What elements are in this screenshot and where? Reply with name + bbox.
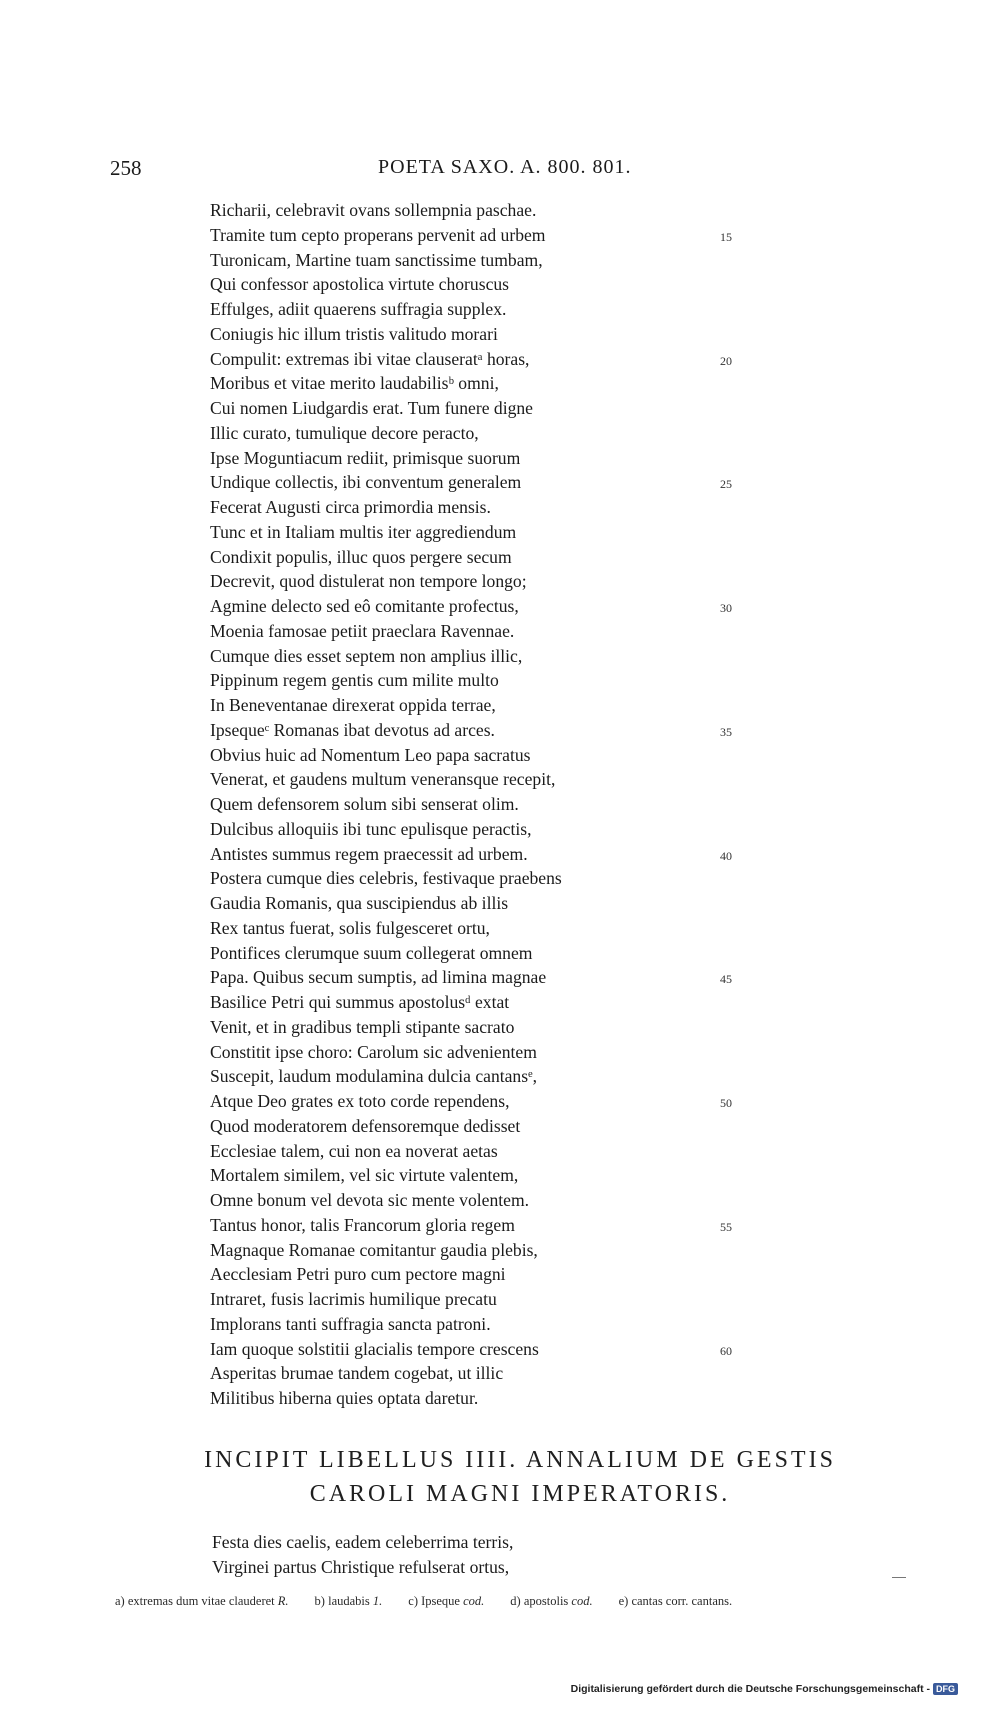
footnote (619, 1594, 733, 1609)
verse-line (210, 1361, 770, 1386)
poem-body (210, 198, 770, 1411)
verse-line (210, 322, 770, 347)
verse-line (210, 248, 770, 273)
footnote (315, 1594, 383, 1609)
footnote-text: apostolis (523, 1594, 569, 1608)
verse-text: Obvius huic ad Nomentum Leo papa sacratus (210, 744, 531, 765)
line-number: 25 (720, 477, 732, 492)
verse-line (210, 347, 770, 372)
dfg-logo: DFG (933, 1683, 958, 1695)
line-number: 40 (720, 848, 732, 863)
verse-line (210, 1163, 770, 1188)
verse-line (210, 842, 770, 867)
verse-text: Mortalem similem, vel sic virtute valentem, (210, 1165, 519, 1186)
verse-text: Cui nomen Liudgardis erat. Tum funere digne (210, 398, 533, 418)
verse-text: Pippinum regem gentis cum milite multo (210, 670, 499, 691)
footnote-label: e) (618, 1594, 629, 1608)
verse-text: Venit, et in gradibus templi stipante sacrato (210, 1016, 515, 1037)
verse-text: Tantus honor, talis Francorum gloria regem (210, 1214, 515, 1235)
footnote-text: cantas corr. cantans. (631, 1594, 733, 1608)
verse-line (212, 1555, 772, 1580)
verse-line (210, 1064, 770, 1089)
verse-text: Pontifices clerumque suum collegerat omnem (210, 942, 533, 963)
verse-line (210, 520, 770, 545)
verse-text: Richarii, celebravit ovans sollempnia paschae. (210, 200, 537, 220)
verse-text: Ecclesiae talem, cui non ea noverat aetas (210, 1140, 498, 1161)
verse-line (210, 1114, 770, 1139)
verse-text: Turonicam, Martine tuam sanctissime tumbam, (210, 249, 543, 270)
line-number: 20 (720, 353, 732, 368)
verse-text: Decrevit, quod distulerat non tempore longo; (210, 571, 527, 592)
margin-mark (892, 1577, 906, 1578)
verse-line (210, 1213, 770, 1238)
verse-line (210, 644, 770, 669)
verse-text: Condixit populis, illuc quos pergere secum (210, 546, 512, 567)
footnote-source: R. (277, 1594, 289, 1608)
verse-line (210, 1386, 770, 1411)
verse-line (210, 619, 770, 644)
verse-text: In Beneventanae direxerat oppida terrae, (210, 695, 496, 715)
verse-line (210, 1040, 770, 1065)
footnote (510, 1594, 592, 1609)
verse-text: Suscepit, laudum modulamina dulcia cantansᵉ, (210, 1066, 537, 1087)
verse-line (210, 421, 770, 446)
verse-text: Papa. Quibus secum sumptis, ad limina magnae (210, 967, 547, 988)
verse-line (212, 1530, 772, 1555)
line-number: 60 (720, 1343, 732, 1358)
verse-line (210, 718, 770, 743)
verse-line (210, 941, 770, 966)
verse-line (210, 916, 770, 941)
verse-line (210, 693, 770, 718)
verse-line (210, 446, 770, 471)
verse-line (210, 668, 770, 693)
line-number: 45 (720, 972, 732, 987)
verse-line (210, 743, 770, 768)
verse-line (210, 866, 770, 891)
verse-text: Moenia famosae petiit praeclara Ravennae. (210, 620, 515, 641)
line-number: 35 (720, 724, 732, 739)
verse-text: Postera cumque dies celebris, festivaque praebens (210, 868, 562, 889)
verse-text: Omne bonum vel devota sic mente volentem. (210, 1190, 530, 1210)
digitization-credit (571, 1683, 958, 1695)
verse-text: Undique collectis, ibi conventum generalem (210, 472, 522, 493)
verse-line (210, 470, 770, 495)
verse-text: Coniugis hic illum tristis valitudo morari (210, 323, 498, 344)
footnote-label: b) (314, 1594, 325, 1608)
verse-text: Effulges, adiit quaerens suffragia supplex. (210, 299, 507, 319)
verse-text: Implorans tanti suffragia sancta patroni. (210, 1313, 491, 1334)
verse-line (210, 1089, 770, 1114)
verse-text: Cumque dies esset septem non amplius illic, (210, 645, 523, 666)
verse-line (210, 495, 770, 520)
verse-line (210, 594, 770, 619)
verse-line (210, 272, 770, 297)
verse-line (210, 817, 770, 842)
verse-text: Dulcibus alloquiis ibi tunc epulisque peractis, (210, 818, 532, 839)
footnotes (115, 1594, 935, 1609)
footnote-source: cod. (463, 1594, 485, 1608)
verse-text: Moribus et vitae merito laudabilisᵇ omni, (210, 373, 499, 394)
footnote-text: Ipseque (421, 1594, 460, 1608)
verse-text: Ipsequeᶜ Romanas ibat devotus ad arces. (210, 719, 495, 740)
verse-line (210, 1262, 770, 1287)
verse-line (210, 792, 770, 817)
footnote (408, 1594, 484, 1609)
verse-text: Quem defensorem solum sibi senserat olim. (210, 794, 519, 814)
line-number: 15 (720, 229, 732, 244)
verse-line (210, 1238, 770, 1263)
book-heading-line-1: INCIPIT LIBELLUS IIII. ANNALIUM DE GESTIS (204, 1447, 836, 1473)
verse-text: Virginei partus Christique refulserat ortus, (212, 1556, 510, 1577)
verse-text: Compulit: extremas ibi vitae clauseratᵃ horas, (210, 348, 530, 369)
line-number: 30 (720, 601, 732, 615)
verse-line (210, 1337, 770, 1362)
verse-text: Tramite tum cepto properans pervenit ad urbem (210, 224, 546, 245)
footnote-text: laudabis (328, 1594, 370, 1608)
verse-line (210, 1139, 770, 1164)
verse-text: Gaudia Romanis, qua suscipiendus ab illis (210, 893, 509, 913)
poem-continuation (212, 1530, 772, 1580)
verse-line (210, 1015, 770, 1040)
verse-text: Festa dies caelis, eadem celeberrima terris, (212, 1532, 514, 1552)
verse-text: Militibus hiberna quies optata daretur. (210, 1388, 479, 1408)
verse-line (210, 965, 770, 990)
verse-text: Intraret, fusis lacrimis humilique precatu (210, 1289, 497, 1309)
verse-line (210, 1287, 770, 1312)
book-heading-line-2: CAROLI MAGNI IMPERATORIS. (309, 1481, 731, 1507)
verse-line (210, 198, 770, 223)
running-title: POETA SAXO. A. 800. 801. (378, 156, 632, 178)
verse-line (210, 1188, 770, 1213)
line-number: 55 (720, 1219, 732, 1234)
footnote-source: 1. (372, 1594, 383, 1608)
footnote-label: d) (510, 1594, 521, 1608)
verse-text: Iam quoque solstitii glacialis tempore crescens (210, 1338, 539, 1359)
verse-text: Venerat, et gaudens multum veneransque recepit, (210, 769, 556, 790)
footnote (115, 1594, 289, 1609)
page-number: 258 (110, 156, 142, 180)
verse-text: Asperitas brumae tandem cogebat, ut illic (210, 1363, 504, 1384)
verse-text: Constitit ipse choro: Carolum sic advenientem (210, 1041, 537, 1062)
verse-line (210, 767, 770, 792)
verse-line (210, 891, 770, 916)
footnote-label: c) (408, 1594, 418, 1608)
verse-line (210, 371, 770, 396)
verse-line (210, 545, 770, 570)
line-number: 50 (720, 1096, 732, 1110)
verse-line (210, 396, 770, 421)
footnote-text: extremas dum vitae clauderet (127, 1594, 275, 1608)
verse-text: Basilice Petri qui summus apostolusᵈ extat (210, 992, 510, 1012)
verse-text: Qui confessor apostolica virtute choruscus (210, 274, 510, 295)
verse-line (210, 569, 770, 594)
verse-text: Antistes summus regem praecessit ad urbem. (210, 843, 528, 864)
verse-line (210, 990, 770, 1015)
footnote-label: a) (115, 1594, 125, 1608)
verse-line (210, 1312, 770, 1337)
verse-text: Illic curato, tumulique decore peracto, (210, 422, 479, 443)
verse-text: Agmine delecto sed eô comitante profectus, (210, 596, 519, 616)
verse-text: Magnaque Romanae comitantur gaudia plebis, (210, 1239, 538, 1260)
verse-text: Atque Deo grates ex toto corde rependens, (210, 1091, 510, 1111)
verse-text: Quod moderatorem defensoremque dedisset (210, 1115, 521, 1136)
verse-text: Aecclesiam Petri puro cum pectore magni (210, 1264, 506, 1285)
footnote-source: cod. (571, 1594, 593, 1608)
verse-line (210, 223, 770, 248)
digitization-note: Digitalisierung gefördert durch die Deutsche Forschungsgemeinschaft - (570, 1683, 930, 1695)
verse-text: Rex tantus fuerat, solis fulgesceret ortu, (210, 917, 490, 938)
verse-line (210, 297, 770, 322)
verse-text: Fecerat Augusti circa primordia mensis. (210, 497, 491, 517)
verse-text: Tunc et in Italiam multis iter aggrediendum (210, 521, 517, 542)
verse-text: Ipse Moguntiacum rediit, primisque suorum (210, 447, 521, 468)
